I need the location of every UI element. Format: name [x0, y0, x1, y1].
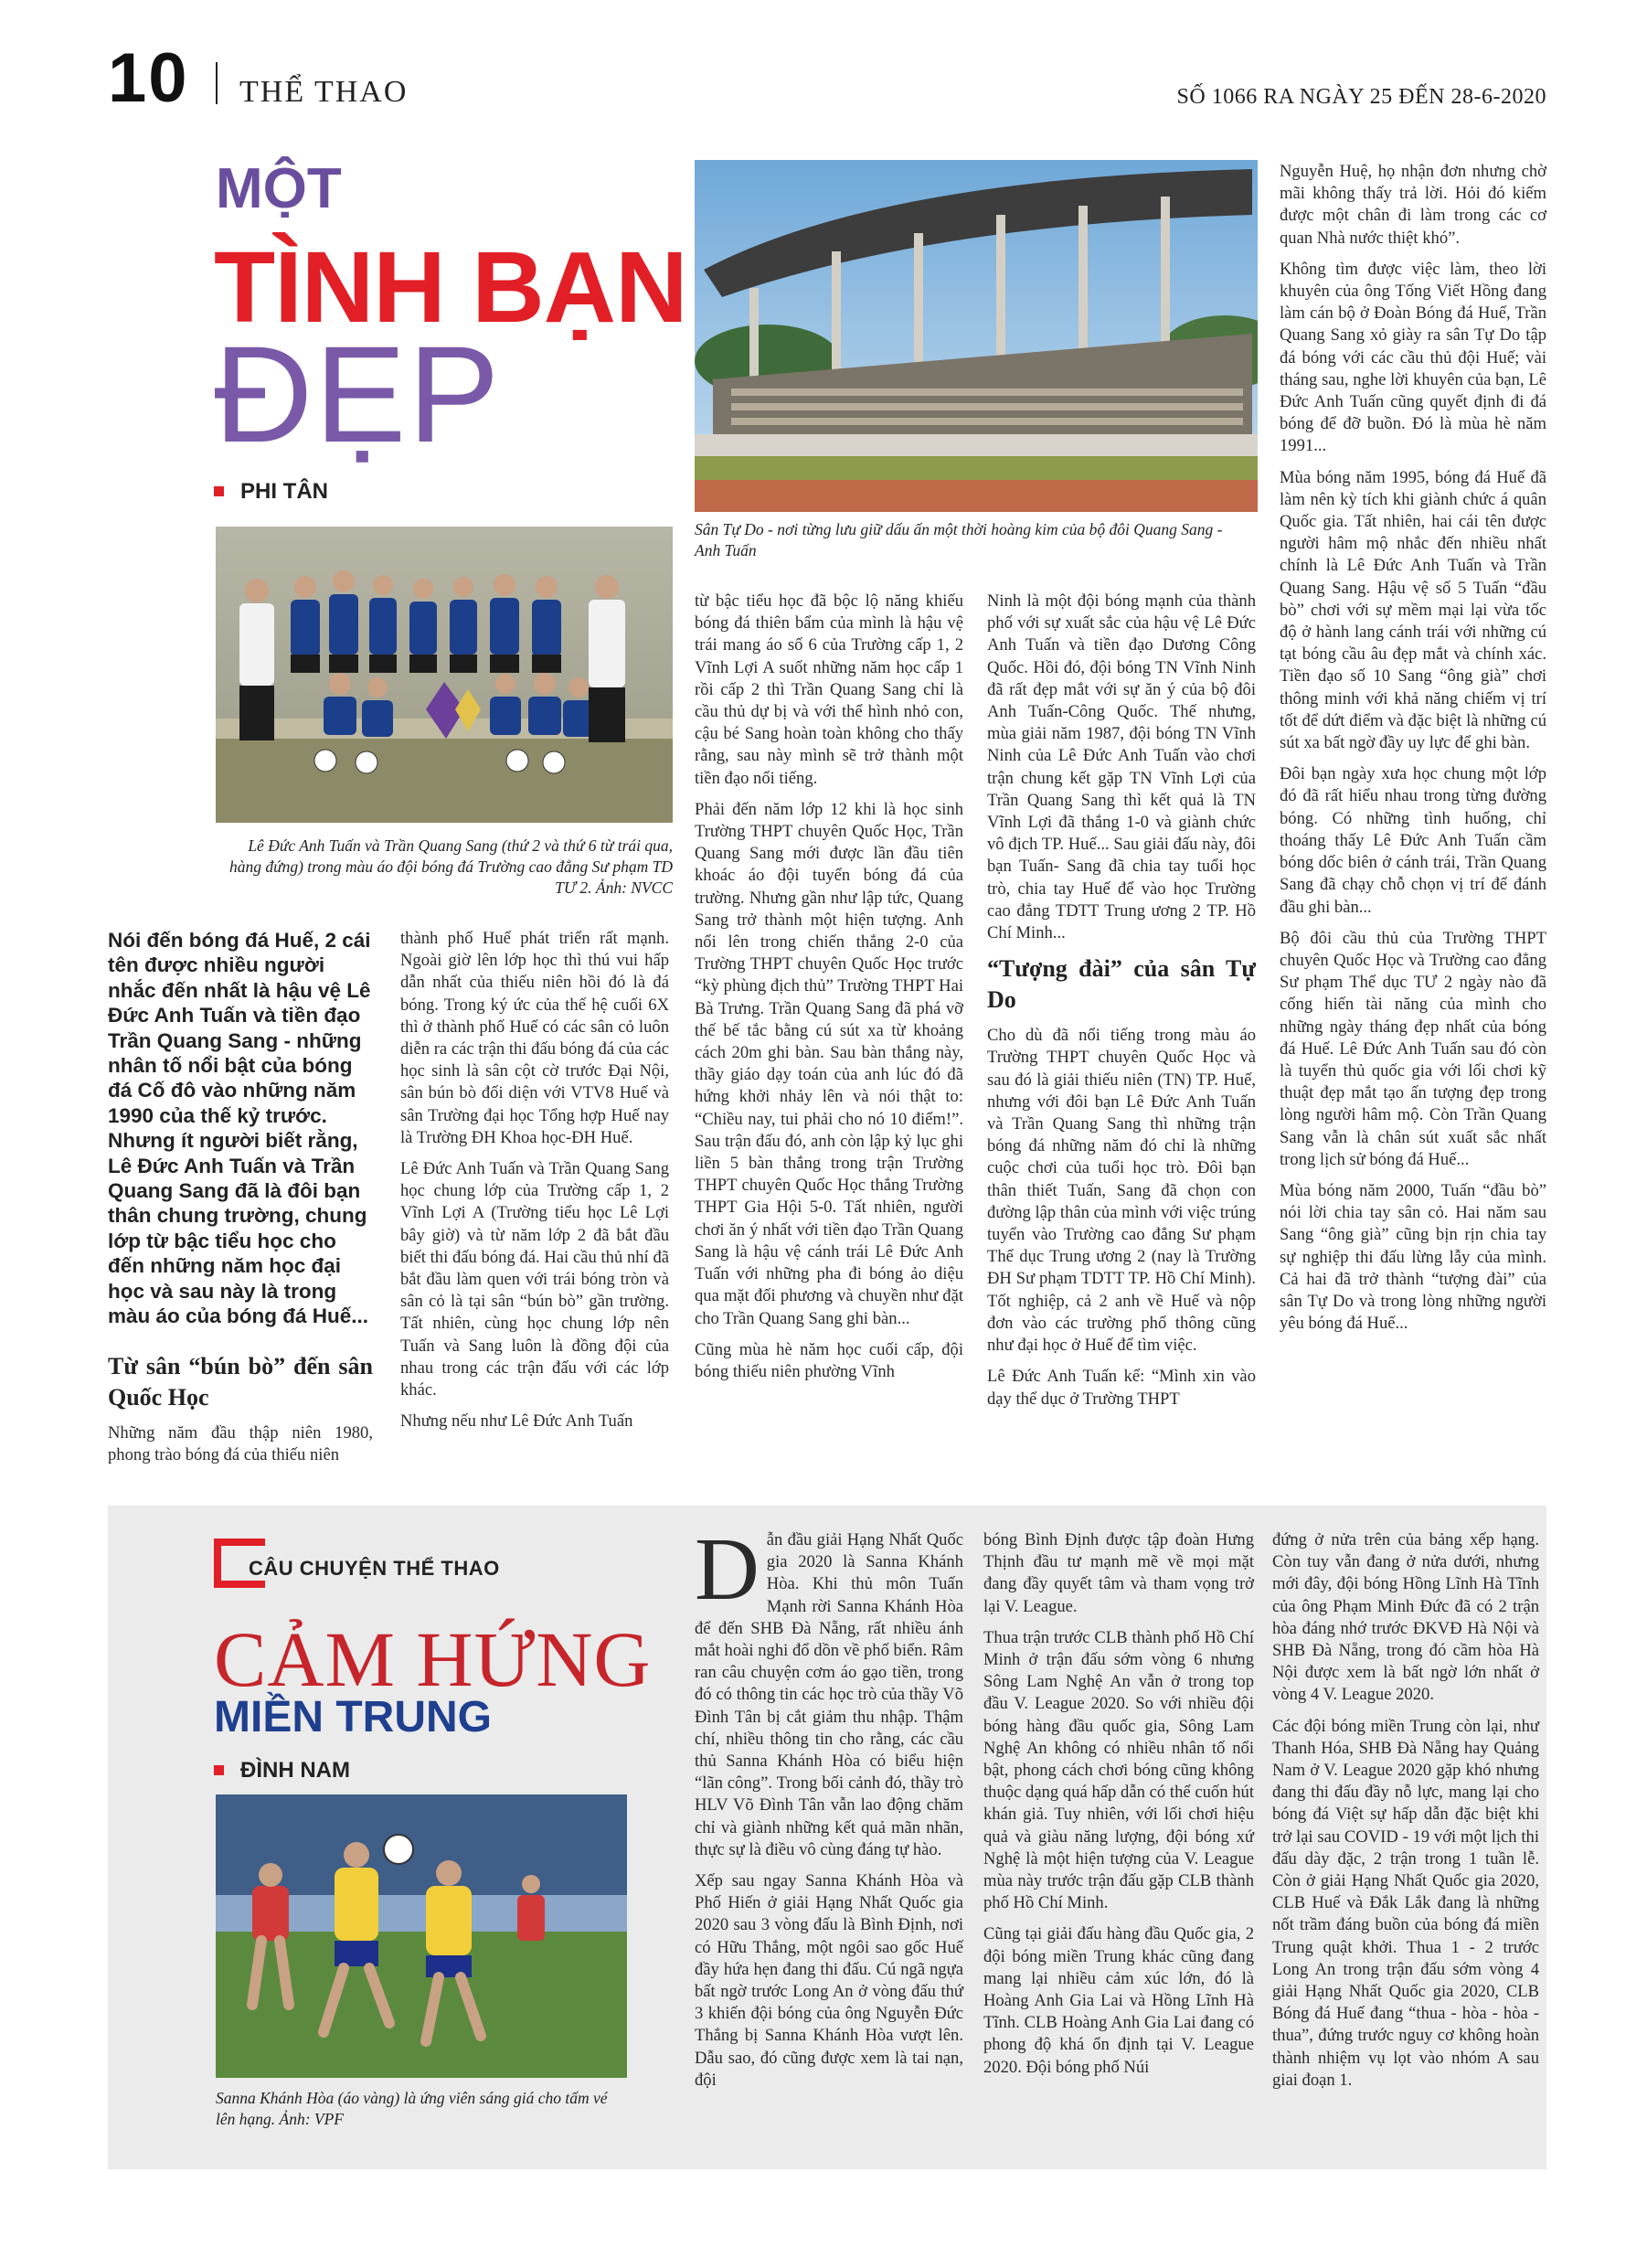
team-photo-caption: Lê Đức Anh Tuấn và Trần Quang Sang (thứ 2 và thứ 6 từ trái qua, hàng đứng) trong màu áo đội bóng đá Trường cao đẳng Sư phạm TD TƯ 2. Ảnh: NVCC	[228, 836, 673, 897]
article2-headline-line-2: MIỀN TRUNG	[214, 1693, 492, 1741]
article1-column-1	[108, 928, 373, 1475]
article1-paragraph: Lê Đức Anh Tuấn kể: “Mình xin vào dạy thể dục ở Trường THPT	[987, 1367, 1256, 1409]
article1-paragraph: Mùa bóng năm 2000, Tuấn “đầu bò” nói lời chia tay sân cỏ. Hai năm sau Sang “ông già” cũng bịn rịn chia tay sự nghiệp thi đấu lừng lẫy của mình. Cả hai đã trở thành “tượng đài” của sân Tự Do và trong lòng những người yêu bóng đá Huế...	[1280, 1180, 1546, 1334]
article1-subhead-1: Từ sân “bún bò” đến sân Quốc Học	[108, 1352, 373, 1411]
byline	[214, 481, 328, 503]
football-match-photo	[216, 1794, 627, 2078]
article1-paragraph: Lê Đức Anh Tuấn và Trần Quang Sang học chung lớp của Trường cấp 1, 2 Vĩnh Lợi A (Trường tiểu học Lê Lợi bây giờ) và từ năm lớp 2 đã bắt đầu biết thi đấu bóng đá. Hai cầu thủ nhí đã bắt đầu làm quen với trái bóng tròn và sân cỏ là tại sân “bún bò” gần trường. Tất nhiên, cùng học chung lớp nên Tuấn và Sang luôn là đồng đội của nhau trong các trận đấu với các lớp khác.	[400, 1159, 669, 1400]
article1-column-4	[987, 591, 1256, 1420]
byline-marker-icon	[214, 1765, 224, 1775]
stadium-photo-caption: Sân Tự Do - nơi từng lưu giữ dấu ấn một thời hoàng kim của bộ đôi Quang Sang - Anh Tuấn	[695, 520, 1223, 559]
headline-line-2: TÌNH BẠN	[214, 231, 687, 344]
headline-line-3: ĐẸP	[214, 317, 502, 471]
article1-column-3	[695, 591, 963, 1392]
article1-paragraph: Không tìm được việc làm, theo lời khuyên của ông Tống Viết Hồng đang làm cán bộ ở Đoàn Bóng đá Huế, Trần Quang Sang xỏ giày ra sân Tự Do tập đá bóng với các cầu thủ đội Huế; vài tháng sau, nghe lời khuyên của bạn, Lê Đức Anh Tuấn cũng quyết định đi đá bóng để đỡ buồn. Đó là mùa hè năm 1991...	[1280, 259, 1546, 456]
article2-headline-line-1: CẢM HỨNG	[214, 1615, 652, 1703]
football-match-photo-image	[216, 1794, 627, 2078]
article2-paragraph	[695, 1520, 963, 1861]
article1-paragraph: Đôi bạn ngày xưa học chung một lớp đó đã rất hiểu nhau trong từng đường bóng. Có những tình huống, chỉ thoáng thấy Lê Đức Anh Tuấn cầm bóng dốc biên ở cánh trái, Trần Quang Sang đã chạy chỗ chọn vị trí để đánh đầu ghi bàn...	[1280, 764, 1546, 917]
article2-paragraph: Xếp sau ngay Sanna Khánh Hòa và Phố Hiến ở giải Hạng Nhất Quốc gia 2020 sau 3 vòng đấu là Bình Định, nơi có Hữu Thắng, một ngôi sao gốc Huế đầy hứa hẹn đang thi đấu. Cú ngã ngựa bất ngờ trước Long An ở vòng đấu thứ 3 khiến đội bóng của ông Nguyễn Đức Thắng bị Sanna Khánh Hòa vượt lên. Dẫu sao, đó cũng được xem là tai nạn, đội	[695, 1871, 963, 2090]
article1-paragraph: Mùa bóng năm 1995, bóng đá Huế đã làm nên kỳ tích khi giành chức á quân Quốc gia. Tất nhiên, hai cái tên được người hâm mộ nhắc đến nhiều nhất chính là Lê Đức Anh Tuấn và Trần Quang Sang. Hậu vệ số 5 Tuấn “đầu bò” chơi với sự mềm mại lại vừa tốc độ ở hành lang cánh trái với những cú tạt bóng cầu âu đẹp mắt và chính xác. Tiền đạo số 10 Sang “ông già” chơi thông minh với khả năng chiếm vị trí tốt để dứt điểm và đặc biệt là những cú sút xa bất ngờ đầy uy lực để ghi bàn.	[1280, 467, 1546, 753]
article2-paragraph: Cũng tại giải đấu hàng đầu Quốc gia, 2 đội bóng miền Trung khác cũng đang mang lại nhiều cảm xúc lớn, đó là Hoàng Anh Gia Lai và Hồng Lĩnh Hà Tĩnh. CLB Hoàng Anh Gia Lai đang có phong độ khá ổn định tại V. League 2020. Đội bóng phố Núi	[983, 1924, 1254, 2077]
article1-lead: Nói đến bóng đá Huế, 2 cái tên được nhiều người nhắc đến nhất là hậu vệ Lê Đức Anh Tuấn và tiền đạo Trần Quang Sang - những nhân tố nổi bật của bóng đá Cố đô vào những năm 1990 của thế kỷ trước. Nhưng ít người biết rằng, Lê Đức Anh Tuấn và Trần Quang Sang đã là đôi bạn thân chung trường, chung lớp từ bậc tiểu học cho đến những năm học đại học và sau này là trong màu áo của bóng đá Huế...	[108, 929, 371, 1328]
byline-marker-icon	[214, 486, 224, 496]
article2-byline	[214, 1760, 350, 1782]
article2-paragraph: đứng ở nửa trên của bảng xếp hạng. Còn tuy vẫn đang ở nửa dưới, nhưng mới đây, đội bóng Hồng Lĩnh Hà Tĩnh của ông Phạm Minh Đức đã có 2 trận hòa đáng nhớ trước ĐKVĐ Hà Nội và SHB Đà Nẵng, trong đó cầm hòa Hà Nội được xem là bất ngờ lớn nhất ở vòng 4 V. League 2020.	[1272, 1530, 1539, 1705]
article2-column-3	[1272, 1529, 1539, 2101]
article1-paragraph: Cho dù đã nổi tiếng trong màu áo Trường THPT chuyên Quốc Học và sau đó là giải thiếu niên (TN) TP. Huế, nhưng với đôi bạn Lê Đức Anh Tuấn và Trần Quang Sang thì những trận bóng đá những năm đó chỉ là những cuộc chơi của tuổi học trò. Đôi bạn thân thiết Tuấn, Sang đã chọn con đường lập thân của mình với việc trúng tuyển vào Trường cao đẳng Sư phạm Thể dục Trung ương 2 (nay là Trường ĐH Sư phạm TDTT TP. Hồ Chí Minh). Tốt nghiệp, cả 2 anh về Huế và nộp đơn vào các trường phổ thông cũng như đại học ở Huế để tìm việc.	[987, 1026, 1256, 1356]
article2-column-1	[695, 1520, 963, 2101]
header-divider	[216, 62, 218, 104]
byline-author: PHI TÂN	[240, 479, 328, 504]
article1-paragraph: Ninh là một đội bóng mạnh của thành phố với sự xuất sắc của hậu vệ Lê Đức Anh Tuấn và tiền đạo Dương Công Quốc. Hồi đó, đội bóng TN Vĩnh Ninh đã rất đẹp mắt với sự ăn ý của bộ đôi Anh Tuấn-Công Quốc. Thế nhưng, mùa giải năm 1987, đội bóng TN Vĩnh Ninh của Lê Đức Anh Tuấn vào chơi trận chung kết gặp TN Vĩnh Lợi của Trần Quang Sang thì kết quả là TN Vĩnh Lợi đã thắng 1-0 và giành chức vô địch TP. Huế... Sau giải đấu này, đôi bạn Tuấn- Sang đã chia tay tuổi học trò, chia tay Huế để vào học Trường cao đẳng TDTT Trung ương 2 TP. Hồ Chí Minh...	[987, 591, 1256, 943]
article1-paragraph: Bộ đôi cầu thủ của Trường THPT chuyên Quốc Học và Trường cao đẳng Sư phạm Thể dục TƯ 2 ngày nào đã cống hiến tài năng của mình cho những ngày tháng đẹp nhất của bóng đá Huế. Lê Đức Anh Tuấn sau đó còn là tuyển thủ quốc gia với lối chơi kỹ thuật đẹp mắt tạo ấn tượng đẹp trong lòng người hâm mộ. Còn Trần Quang Sang vẫn là chân sút xuất sắc nhất trong lịch sử bóng đá Huế...	[1280, 928, 1546, 1169]
team-photo-image	[216, 527, 673, 823]
article1-paragraph: Phải đến năm lớp 12 khi là học sinh Trường THPT chuyên Quốc Học, Trần Quang Sang mới được lần đầu tiên khoác áo đội tuyển bóng đá của trường. Nhưng gần như lập tức, Quang Sang trở thành một hiện tượng. Anh nổi lên trong chiến thắng 2-0 của Trường THPT chuyên Quốc Học trước “kỳ phùng địch thủ” Trường THPT Hai Bà Trưng. Trần Quang Sang đã phá vỡ thế bế tắc bằng cú sút xa từ khoảng cách 20m ghi bàn. Sau bàn thắng này, thầy giáo dạy toán của anh lúc đó đã hứng khởi nhảy lên và nói thật to: “Chiều nay, tui phải cho nó 10 điểm!”. Sau trận đấu đó, anh còn lập kỷ lục ghi liền 5 bàn thắng trong trận Trường THPT chuyên Quốc Học thắng Trường THPT Gia Hội 5-0. Tất nhiên, người chơi ăn ý nhất với tiền đạo Trần Quang Sang là hậu vệ cánh trái Lê Đức Anh Tuấn với những pha đi bóng ảo diệu qua mặt đối phương và chuyền như đặt cho Trần Quang Sang ghi bàn...	[695, 799, 963, 1328]
article1-paragraph: thành phố Huế phát triển rất mạnh. Ngoài giờ lên lớp học thì thú vui hấp dẫn nhất của thiếu niên hồi đó là đá bóng. Trong ký ức của thế hệ cuối 6X thì ở thành phố Huế có các sân cỏ luôn diễn ra các trận thi đấu bóng đá của các học sinh là sân cột cờ trước Đại Nội, sân bún bò đối diện với VTV8 Huế và sân Trường đại học Tổng hợp Huế nay là Trường ĐH Khoa học-ĐH Huế.	[400, 929, 669, 1147]
football-photo-caption: Sanna Khánh Hòa (áo vàng) là ứng viên sáng giá cho tấm vé lên hạng. Ảnh: VPF	[216, 2089, 608, 2128]
section-name: THỂ THAO	[239, 75, 409, 109]
article2-paragraph: Thua trận trước CLB thành phố Hồ Chí Minh ở trận đấu sớm vòng 6 nhưng Sông Lam Nghệ An vẫn ở trong top đầu V. League 2020. So với nhiều đội bóng hàng đầu quốc gia, Sông Lam Nghệ An không có nhiều nhân tố nổi bật, phong cách chơi bóng cũng không thuộc dạng quá hấp dẫn có thể cuốn hút khán giả. Tuy nhiên, với lối chơi hiệu quả và giàu năng lượng, đội bóng xứ Nghệ là một hiện tượng của V. League mùa này trước trận đấu gặp CLB thành phố Hồ Chí Minh.	[983, 1627, 1254, 1913]
article2-paragraph: Các đội bóng miền Trung còn lại, như Thanh Hóa, SHB Đà Nẵng hay Quảng Nam ở V. League 2020 gặp khó nhưng đang thi đấu đầy nỗ lực, mang lại cho bóng đá Việt sự hấp dẫn đặc biệt khi trở lại sau COVID - 19 với một lịch thi đấu dày đặc, 2 trận trong 1 tuần lễ. Còn ở giải Hạng Nhất Quốc gia 2020, CLB Huế và Đắk Lắk đang là những nốt trầm đáng buồn của bóng đá miền Trung quật khởi. Thua 1 - 2 trước Long An trong trận đấu sớm vòng 4 giải Hạng Nhất Quốc gia 2020, CLB Bóng đá Huế đang “thua - hòa - hòa - thua”, đứng trước nguy cơ không hoàn thành nhiệm vụ lọt vào nhóm A sau giai đoạn 1.	[1272, 1716, 1539, 2090]
article1-paragraph: Nguyễn Huệ, họ nhận đơn nhưng chờ mãi không thấy trả lời. Hỏi đó kiếm được một chân đi làm trong các cơ quan Nhà nước thiệt khó”.	[1280, 162, 1546, 248]
byline-author: ĐÌNH NAM	[240, 1758, 350, 1783]
drop-cap: D	[695, 1520, 760, 1619]
kicker-label: CÂU CHUYỆN THỂ THAO	[249, 1557, 500, 1580]
article2-paragraph: bóng Bình Định được tập đoàn Hưng Thịnh đầu tư mạnh mẽ về mọi mặt đang đầy quyết tâm và tham vọng trở lại V. League.	[983, 1530, 1254, 1616]
article1-paragraph: Những năm đầu thập niên 1980, phong trào bóng đá của thiếu niên	[108, 1422, 373, 1464]
page-number: 10	[108, 39, 189, 117]
article1-column-5	[1280, 161, 1546, 1344]
headline-line-1: MỘT	[216, 157, 342, 220]
article1-subhead-2: “Tượng đài” của sân Tự Do	[987, 955, 1256, 1014]
issue-info: SỐ 1066 RA NGÀY 25 ĐẾN 28-6-2020	[1176, 85, 1546, 109]
article2-paragraph-text: ẫn đầu giải Hạng Nhất Quốc gia 2020 là Sanna Khánh Hòa. Khi thủ môn Tuấn Mạnh rời Sanna Khánh Hòa để đến SHB Đà Nẵng, rất nhiều ánh mắt hoài nghi đổ dồn về phố biển. Râm ran câu chuyện cơm áo gạo tiền, trong đó có thông tin các học trò của thầy Võ Đình Tân bị cắt giảm thu nhập. Thậm chí, nhiều thông tin cho rằng, các cầu thủ Sanna Khánh Hòa có biểu hiện “lãn công”. Trong bối cảnh đó, thầy trò HLV Võ Đình Tân vẫn lao động chăm chỉ và giành những kết quả mãn nhãn, thực sự là điều vô cùng đáng tự hào.	[695, 1530, 963, 1859]
article1-paragraph: Nhưng nếu như Lê Đức Anh Tuấn	[400, 1411, 633, 1432]
article1-column-2	[400, 928, 669, 1442]
article1-paragraph: từ bậc tiểu học đã bộc lộ năng khiếu bóng đá thiên bẩm của mình là hậu vệ trái mang áo số 6 của Trường cấp 1, 2 Vĩnh Lợi A suốt những năm học cấp 1 rồi cấp 2 thì Trần Quang Sang chỉ là cầu thủ dự bị và với thể hình nhỏ con, cậu bé Sang hoàn toàn không cho thấy rằng, sau này mình sẽ trở thành một tiền đạo nổi tiếng.	[695, 591, 963, 788]
stadium-photo-image	[695, 160, 1258, 512]
team-photo	[216, 527, 673, 823]
article1-paragraph: Cũng mùa hè năm học cuối cấp, đội bóng thiếu niên phường Vĩnh	[695, 1339, 963, 1381]
stadium-photo	[695, 160, 1258, 512]
article2-column-2	[983, 1529, 1254, 2088]
